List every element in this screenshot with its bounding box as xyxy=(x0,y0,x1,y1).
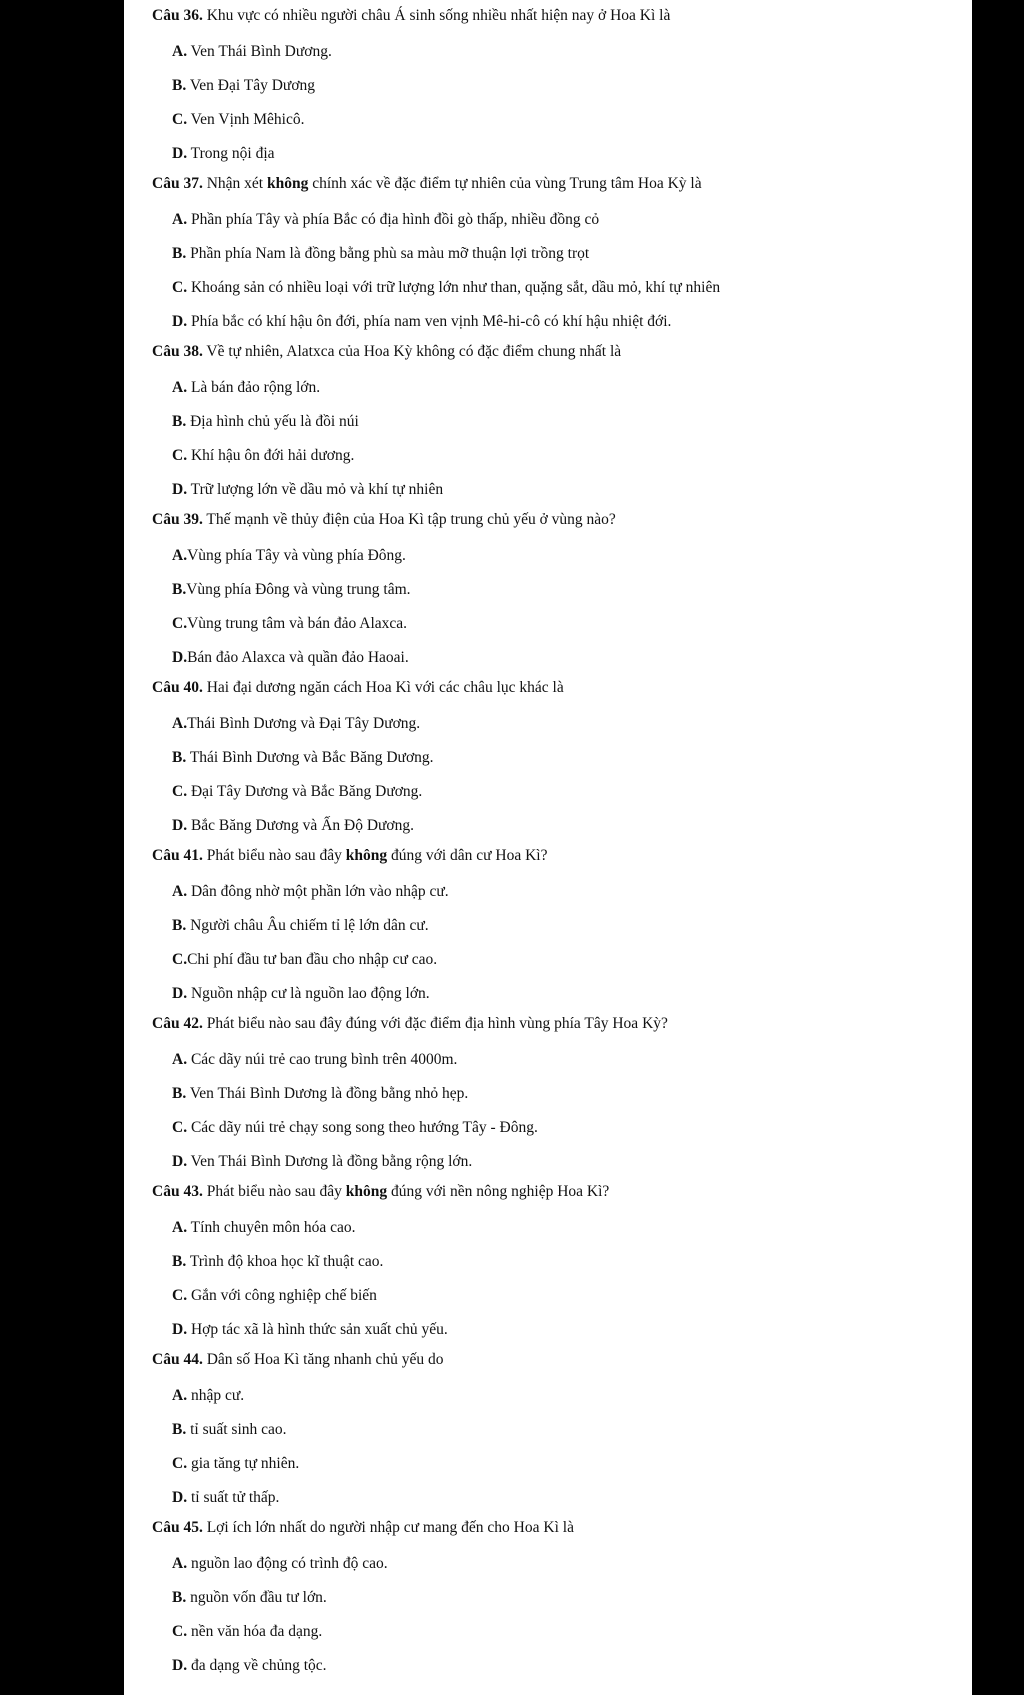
answer-option xyxy=(172,1420,287,1440)
answer-option xyxy=(172,1218,356,1238)
answer-text: nhập cư. xyxy=(187,1387,245,1404)
answer-text: Ven Đại Tây Dương xyxy=(186,77,316,94)
answer-option xyxy=(172,816,414,836)
answer-option xyxy=(172,244,589,264)
answer-text: Thái Bình Dương và Đại Tây Dương. xyxy=(187,715,421,732)
answer-text: Các dãy núi trẻ cao trung bình trên 4000m. xyxy=(187,1051,458,1068)
answer-letter: B. xyxy=(172,1085,187,1102)
question-text-continued: chính xác về đặc điểm tự nhiên của vùng Trung tâm Hoa Kỳ là xyxy=(308,175,702,192)
answer-letter: A. xyxy=(172,1555,188,1572)
answer-text: gia tăng tự nhiên. xyxy=(187,1455,300,1472)
question-stem xyxy=(152,342,621,362)
answer-letter: D. xyxy=(172,1657,188,1674)
answer-letter: D. xyxy=(172,985,188,1002)
answer-letter: C. xyxy=(172,783,188,800)
answer-letter: D. xyxy=(172,649,188,666)
answer-option xyxy=(172,1386,244,1406)
answer-letter: A. xyxy=(172,1051,188,1068)
answer-option xyxy=(172,580,411,600)
answer-option xyxy=(172,1084,468,1104)
answer-letter: C. xyxy=(172,1287,188,1304)
question-text: Hai đại dương ngăn cách Hoa Kì với các châu lục khác là xyxy=(202,679,564,696)
answer-text: Vùng phía Đông và vùng trung tâm. xyxy=(186,581,411,598)
answer-option xyxy=(172,546,406,566)
answer-letter: C. xyxy=(172,279,188,296)
answer-letter: B. xyxy=(172,1589,187,1606)
answer-text: Nguồn nhập cư là nguồn lao động lớn. xyxy=(187,985,430,1002)
question-number: Câu 45. xyxy=(152,1519,203,1536)
question-number: Câu 42. xyxy=(152,1015,203,1032)
answer-text: Bắc Băng Dương và Ấn Độ Dương. xyxy=(187,817,414,834)
answer-letter: B. xyxy=(172,917,187,934)
answer-text: Khí hậu ôn đới hải dương. xyxy=(187,447,355,464)
answer-option xyxy=(172,714,420,734)
question-text: Khu vực có nhiều người châu Á sinh sống nhiều nhất hiện nay ở Hoa Kì là xyxy=(202,7,671,24)
answer-text: Là bán đảo rộng lớn. xyxy=(187,379,321,396)
answer-text: Ven Thái Bình Dương. xyxy=(187,43,332,60)
question-stem xyxy=(152,1014,668,1034)
answer-option xyxy=(172,1252,383,1272)
answer-letter: A. xyxy=(172,211,188,228)
answer-option xyxy=(172,1118,538,1138)
answer-text: Tính chuyên môn hóa cao. xyxy=(187,1219,356,1236)
answer-option xyxy=(172,916,429,936)
question-stem xyxy=(152,1518,574,1538)
answer-text: Ven Vịnh Mêhicô. xyxy=(187,111,305,128)
answer-option xyxy=(172,76,315,96)
answer-option xyxy=(172,1152,472,1172)
answer-option xyxy=(172,748,434,768)
answer-letter: A. xyxy=(172,547,188,564)
answer-option xyxy=(172,1622,322,1642)
question-number: Câu 44. xyxy=(152,1351,203,1368)
question-number: Câu 36. xyxy=(152,7,203,24)
question-number: Câu 39. xyxy=(152,511,203,528)
answer-letter: C. xyxy=(172,1623,188,1640)
answer-option xyxy=(172,378,320,398)
answer-text: tỉ suất sinh cao. xyxy=(186,1421,287,1438)
answer-letter: D. xyxy=(172,481,188,498)
answer-option xyxy=(172,782,422,802)
question-stem xyxy=(152,510,616,530)
answer-option xyxy=(172,480,443,500)
answer-text: Bán đảo Alaxca và quần đảo Haoai. xyxy=(187,649,409,666)
answer-option xyxy=(172,446,354,466)
answer-letter: C. xyxy=(172,615,188,632)
answer-option xyxy=(172,1454,299,1474)
answer-text: nguồn lao động có trình độ cao. xyxy=(187,1555,388,1572)
answer-text: Gắn với công nghiệp chế biến xyxy=(187,1287,377,1304)
answer-text: nền văn hóa đa dạng. xyxy=(187,1623,323,1640)
answer-text: Đại Tây Dương và Bắc Băng Dương. xyxy=(187,783,423,800)
answer-option xyxy=(172,42,332,62)
answer-text: tỉ suất tử thấp. xyxy=(187,1489,280,1506)
answer-letter: C. xyxy=(172,951,188,968)
answer-letter: A. xyxy=(172,379,188,396)
question-stem xyxy=(152,846,548,866)
answer-letter: D. xyxy=(172,817,188,834)
answer-letter: C. xyxy=(172,111,188,128)
question-text: Phát biểu nào sau đây xyxy=(202,847,346,864)
answer-option xyxy=(172,110,304,130)
answer-letter: D. xyxy=(172,313,188,330)
question-number: Câu 37. xyxy=(152,175,203,192)
question-stem xyxy=(152,174,702,194)
question-text: Phát biểu nào sau đây xyxy=(202,1183,346,1200)
question-text-continued: đúng với nền nông nghiệp Hoa Kì? xyxy=(387,1183,610,1200)
question-number: Câu 41. xyxy=(152,847,203,864)
answer-letter: A. xyxy=(172,43,188,60)
question-text: Lợi ích lớn nhất do người nhập cư mang đến cho Hoa Kì là xyxy=(202,1519,574,1536)
question-text-continued: đúng với dân cư Hoa Kì? xyxy=(387,847,548,864)
answer-option xyxy=(172,1554,388,1574)
answer-letter: D. xyxy=(172,1489,188,1506)
answer-letter: A. xyxy=(172,883,188,900)
answer-letter: C. xyxy=(172,447,188,464)
question-stem xyxy=(152,6,670,26)
question-stem xyxy=(152,1182,609,1202)
answer-text: nguồn vốn đầu tư lớn. xyxy=(186,1589,327,1606)
answer-text: Chi phí đầu tư ban đầu cho nhập cư cao. xyxy=(187,951,438,968)
answer-letter: D. xyxy=(172,1321,188,1338)
question-emphasis: không xyxy=(345,847,388,864)
question-emphasis: không xyxy=(345,1183,388,1200)
document-page xyxy=(124,0,972,1695)
answer-text: Phía bắc có khí hậu ôn đới, phía nam ven vịnh Mê-hi-cô có khí hậu nhiệt đới. xyxy=(187,313,672,330)
question-number: Câu 43. xyxy=(152,1183,203,1200)
answer-option xyxy=(172,412,359,432)
answer-option xyxy=(172,278,720,298)
question-text: Nhận xét xyxy=(202,175,267,192)
question-text: Dân số Hoa Kì tăng nhanh chủ yếu do xyxy=(202,1351,444,1368)
answer-option xyxy=(172,1286,377,1306)
answer-option xyxy=(172,312,671,332)
answer-option xyxy=(172,1050,457,1070)
answer-text: Vùng phía Tây và vùng phía Đông. xyxy=(187,547,406,564)
answer-letter: D. xyxy=(172,145,188,162)
answer-letter: B. xyxy=(172,1253,187,1270)
answer-text: đa dạng về chủng tộc. xyxy=(187,1657,327,1674)
question-emphasis: không xyxy=(266,175,309,192)
answer-text: Phần phía Nam là đồng bằng phù sa màu mỡ thuận lợi trồng trọt xyxy=(186,245,590,262)
answer-option xyxy=(172,1656,327,1676)
answer-text: Dân đông nhờ một phần lớn vào nhập cư. xyxy=(187,883,449,900)
answer-text: Trình độ khoa học kĩ thuật cao. xyxy=(186,1253,384,1270)
answer-option xyxy=(172,882,449,902)
answer-text: Hợp tác xã là hình thức sản xuất chủ yếu. xyxy=(187,1321,448,1338)
answer-letter: A. xyxy=(172,715,188,732)
answer-text: Khoáng sản có nhiều loại với trữ lượng lớn như than, quặng sắt, dầu mỏ, khí tự nhiên xyxy=(187,279,721,296)
question-stem xyxy=(152,678,564,698)
question-text: Về tự nhiên, Alatxca của Hoa Kỳ không có đặc điểm chung nhất là xyxy=(202,343,622,360)
answer-option xyxy=(172,984,430,1004)
answer-option xyxy=(172,950,437,970)
answer-text: Các dãy núi trẻ chạy song song theo hướng Tây - Đông. xyxy=(187,1119,538,1136)
answer-letter: A. xyxy=(172,1219,188,1236)
answer-option xyxy=(172,648,409,668)
answer-text: Trong nội địa xyxy=(187,145,275,162)
answer-letter: D. xyxy=(172,1153,188,1170)
answer-text: Thái Bình Dương và Bắc Băng Dương. xyxy=(186,749,434,766)
answer-letter: B. xyxy=(172,749,187,766)
answer-text: Phần phía Tây và phía Bắc có địa hình đồi gò thấp, nhiều đồng cỏ xyxy=(187,211,600,228)
answer-text: Người châu Âu chiếm tỉ lệ lớn dân cư. xyxy=(186,917,429,934)
answer-letter: A. xyxy=(172,1387,188,1404)
answer-text: Trữ lượng lớn về dầu mỏ và khí tự nhiên xyxy=(187,481,444,498)
answer-option xyxy=(172,210,599,230)
question-number: Câu 38. xyxy=(152,343,203,360)
answer-text: Ven Thái Bình Dương là đồng bằng rộng lớn. xyxy=(187,1153,473,1170)
answer-option xyxy=(172,144,275,164)
answer-letter: B. xyxy=(172,581,187,598)
answer-text: Ven Thái Bình Dương là đồng bằng nhỏ hẹp. xyxy=(186,1085,469,1102)
answer-option xyxy=(172,614,407,634)
answer-letter: B. xyxy=(172,413,187,430)
answer-letter: B. xyxy=(172,77,187,94)
answer-text: Địa hình chủ yếu là đồi núi xyxy=(186,413,359,430)
question-text: Phát biểu nào sau đây đúng với đặc điểm địa hình vùng phía Tây Hoa Kỳ? xyxy=(202,1015,668,1032)
answer-option xyxy=(172,1488,279,1508)
question-number: Câu 40. xyxy=(152,679,203,696)
answer-letter: C. xyxy=(172,1119,188,1136)
answer-letter: C. xyxy=(172,1455,188,1472)
answer-letter: B. xyxy=(172,245,187,262)
answer-letter: B. xyxy=(172,1421,187,1438)
answer-option xyxy=(172,1320,448,1340)
answer-text: Vùng trung tâm và bán đảo Alaxca. xyxy=(187,615,408,632)
question-text: Thế mạnh về thủy điện của Hoa Kì tập trung chủ yếu ở vùng nào? xyxy=(202,511,616,528)
question-stem xyxy=(152,1350,443,1370)
answer-option xyxy=(172,1588,327,1608)
